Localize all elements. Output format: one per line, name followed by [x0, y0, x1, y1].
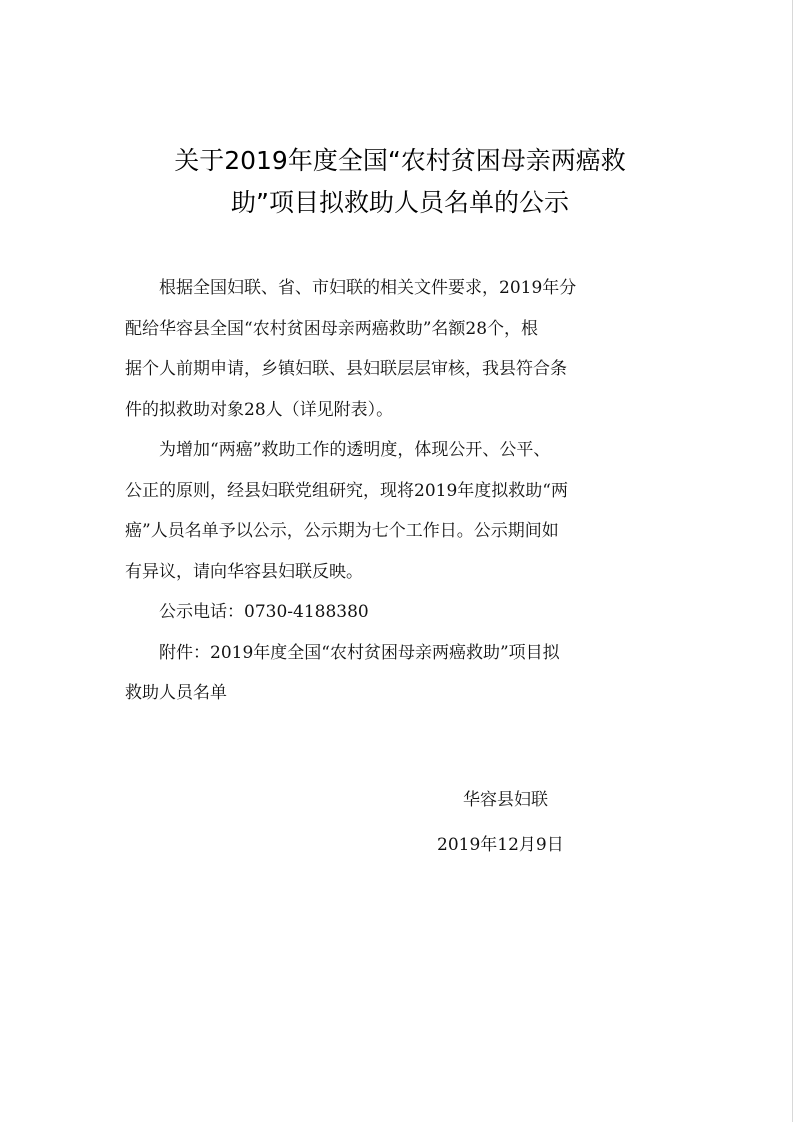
attachment-line-1: 附件：2019年度全国“农村贫困母亲两癌救助”项目拟: [159, 642, 560, 663]
paragraph-1-line-2: 配给华容县全国“农村贫困母亲两癌救助”名额28个，根: [125, 318, 539, 339]
document-body: [125, 268, 685, 714]
paragraph-1-line-1: 根据全国妇联、省、市妇联的相关文件要求，2019年分: [159, 278, 577, 298]
paragraph-1-line-4: 件的拟救助对象28人（详见附表）。: [125, 399, 394, 420]
paragraph-2-line-3: 癌”人员名单予以公示，公示期为七个工作日。公示期间如: [125, 521, 559, 541]
document-title: [100, 140, 700, 224]
attachment-line-2: 救助人员名单: [125, 683, 227, 703]
contact-phone: 公示电话：0730-4188380: [159, 602, 369, 622]
title-line-2: 助”项目拟救助人员名单的公示: [231, 188, 569, 217]
paragraph-2-line-2: 公正的原则，经县妇联党组研究，现将2019年度拟救助“两: [125, 480, 568, 501]
title-line-1: 关于2019年度全国“农村贫困母亲两癌救: [174, 146, 626, 175]
paragraph-1-line-3: 据个人前期申请，乡镇妇联、县妇联层层审核，我县符合条: [125, 359, 567, 379]
paragraph-2-line-4: 有异议，请向华容县妇联反映。: [125, 561, 363, 582]
signature-date: 2019年12月9日: [437, 835, 564, 855]
paragraph-2-line-1: 为增加“两癌”救助工作的透明度，体现公开、公平、: [159, 440, 551, 460]
signature-organization: 华容县妇联: [463, 790, 548, 810]
